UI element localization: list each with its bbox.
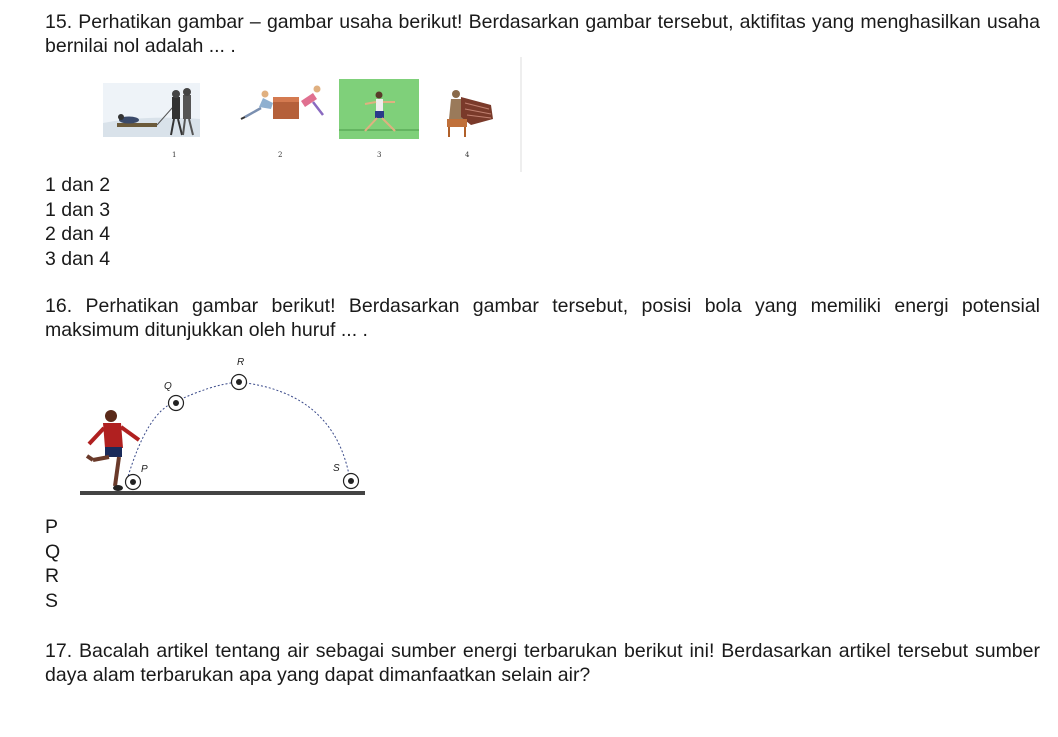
ground-line (80, 491, 365, 495)
question-15-figure (95, 57, 525, 172)
image-label-4: 4 (465, 151, 470, 159)
question-16-figure (75, 352, 370, 500)
ball-label-r: R (237, 357, 245, 368)
option-16-a[interactable]: P (45, 516, 59, 538)
ball-label-p: P (141, 464, 148, 475)
ball-q (169, 396, 184, 411)
image-3-pushing-wall (339, 79, 419, 139)
image-4-sitting-person (447, 90, 493, 137)
image-label-3: 3 (377, 151, 382, 159)
ball-s (344, 474, 359, 489)
question-15-options (45, 173, 110, 271)
image-label-2: 2 (278, 151, 283, 159)
ball-p (126, 475, 141, 490)
option-16-d[interactable]: S (45, 589, 59, 612)
option-15-b[interactable]: 1 dan 3 (45, 198, 111, 221)
question-16-options (45, 515, 60, 613)
option-15-d[interactable]: 3 dan 4 (45, 247, 111, 270)
image-label-1: 1 (172, 151, 177, 159)
ball-r (232, 375, 247, 390)
option-15-a[interactable]: 1 dan 2 (45, 174, 111, 196)
question-17-text: 17. Bacalah artikel tentang air sebagai sumber energi terbarukan berikut ini! Berdasarkan artikel tersebut sumber daya alam terbarukan apa yang dapat dimanfaatkan selain air? (45, 640, 1040, 686)
option-15-c[interactable]: 2 dan 4 (45, 223, 111, 245)
image-1-sled-pulling (103, 83, 200, 137)
ball-label-s: S (333, 463, 340, 474)
question-15-text: 15. Perhatikan gambar – gambar usaha berikut! Berdasarkan gambar tersebut, aktifitas yang menghasilkan usaha bernilai nol adalah ... . (45, 11, 1040, 57)
option-16-c[interactable]: R (45, 565, 60, 587)
option-16-b[interactable]: Q (45, 540, 61, 563)
ball-trajectory (127, 382, 350, 480)
question-16-text: 16. Perhatikan gambar berikut! Berdasarkan gambar tersebut, posisi bola yang memiliki energi potensial maksimum ditunjukkan oleh huruf ... . (45, 295, 1040, 341)
ball-label-q: Q (164, 381, 172, 392)
image-2-pushing-box (241, 86, 323, 120)
